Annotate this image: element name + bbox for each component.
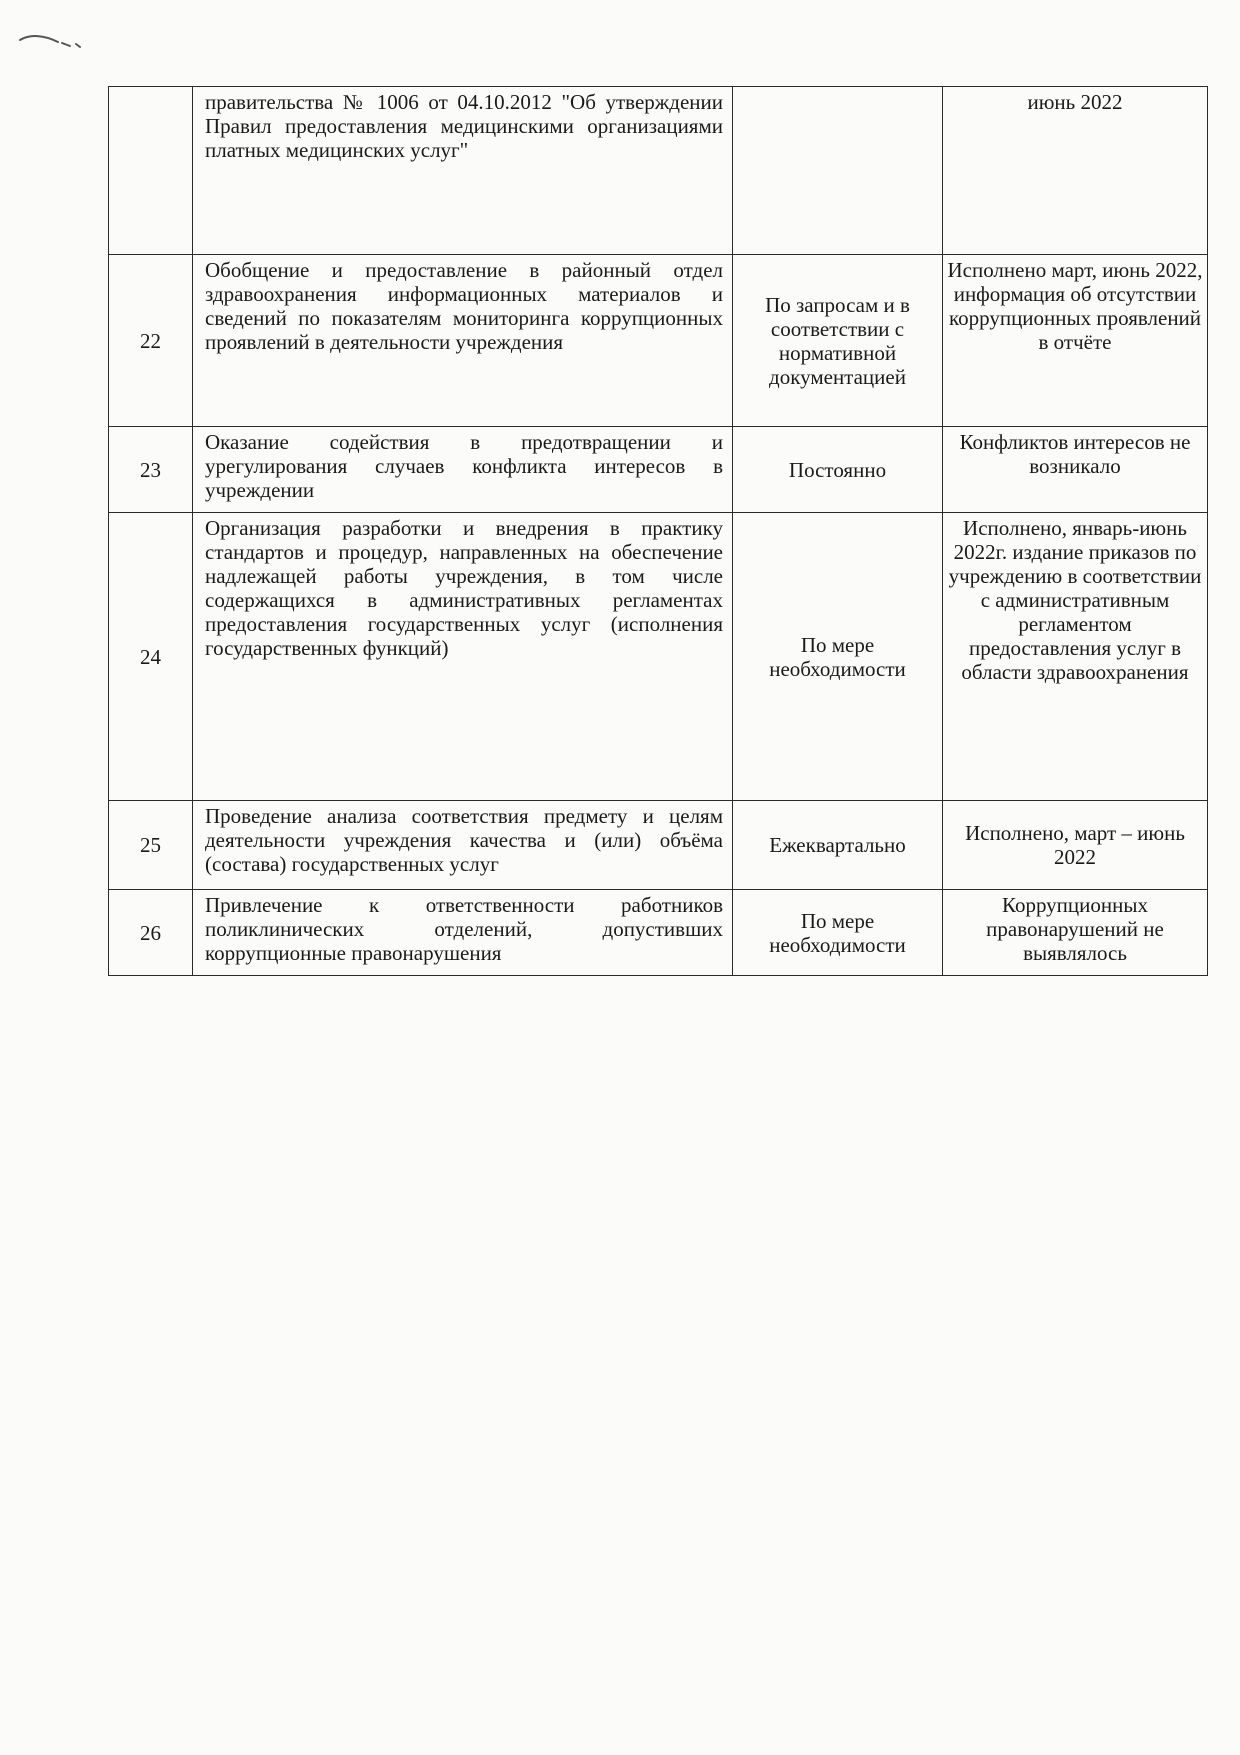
deadline-text: Постоянно bbox=[733, 427, 943, 513]
result-text: Исполнено, март – июнь 2022 bbox=[943, 801, 1208, 890]
row-number bbox=[109, 87, 193, 255]
row-number: 25 bbox=[109, 801, 193, 890]
result-text: Коррупционных правонарушений не выявлялось bbox=[943, 890, 1208, 976]
measure-text: Организация разработки и внедрения в практику стандартов и процедур, направленных на обеспечение надлежащей работы учреждения, в том числе содержащихся в административных регламентах предоставления государственных услуг (исполнения государственных функций) bbox=[193, 513, 733, 801]
row-number: 23 bbox=[109, 427, 193, 513]
result-text: Исполнено, январь-июнь 2022г. издание приказов по учреждению в соответствии с административным регламентом предоставления услуг в области здравоохранения bbox=[943, 513, 1208, 801]
measure-text: Обобщение и предоставление в районный отдел здравоохранения информационных материалов и сведений по показателям мониторинга коррупционных проявлений в деятельности учреждения bbox=[193, 255, 733, 427]
deadline-text: По запросам и в соответствии с нормативной документацией bbox=[733, 255, 943, 427]
result-text: Исполнено март, июнь 2022, информация об отсутствии коррупционных проявлений в отчёте bbox=[943, 255, 1208, 427]
measure-text: Проведение анализа соответствия предмету и целям деятельности учреждения качества и (или) объёма (состава) государственных услуг bbox=[193, 801, 733, 890]
result-text: июнь 2022 bbox=[943, 87, 1208, 255]
measure-text: правительства № 1006 от 04.10.2012 "Об утверждении Правил предоставления медицинскими организациями платных медицинских услуг" bbox=[193, 87, 733, 255]
scan-artifact bbox=[18, 30, 88, 52]
measure-text: Привлечение к ответственности работников поликлинических отделений, допустивших коррупционные правонарушения bbox=[193, 890, 733, 976]
deadline-text bbox=[733, 87, 943, 255]
deadline-text: По мере необходимости bbox=[733, 890, 943, 976]
table-row bbox=[109, 87, 1208, 255]
table-row bbox=[109, 890, 1208, 976]
row-number: 22 bbox=[109, 255, 193, 427]
measure-text: Оказание содействия в предотвращении и урегулирования случаев конфликта интересов в учреждении bbox=[193, 427, 733, 513]
row-number: 26 bbox=[109, 890, 193, 976]
table-row bbox=[109, 255, 1208, 427]
table-row bbox=[109, 513, 1208, 801]
result-text: Конфликтов интересов не возникало bbox=[943, 427, 1208, 513]
table-row bbox=[109, 801, 1208, 890]
measures-table bbox=[108, 86, 1208, 976]
row-number: 24 bbox=[109, 513, 193, 801]
deadline-text: По мере необходимости bbox=[733, 513, 943, 801]
deadline-text: Ежеквартально bbox=[733, 801, 943, 890]
table-row bbox=[109, 427, 1208, 513]
